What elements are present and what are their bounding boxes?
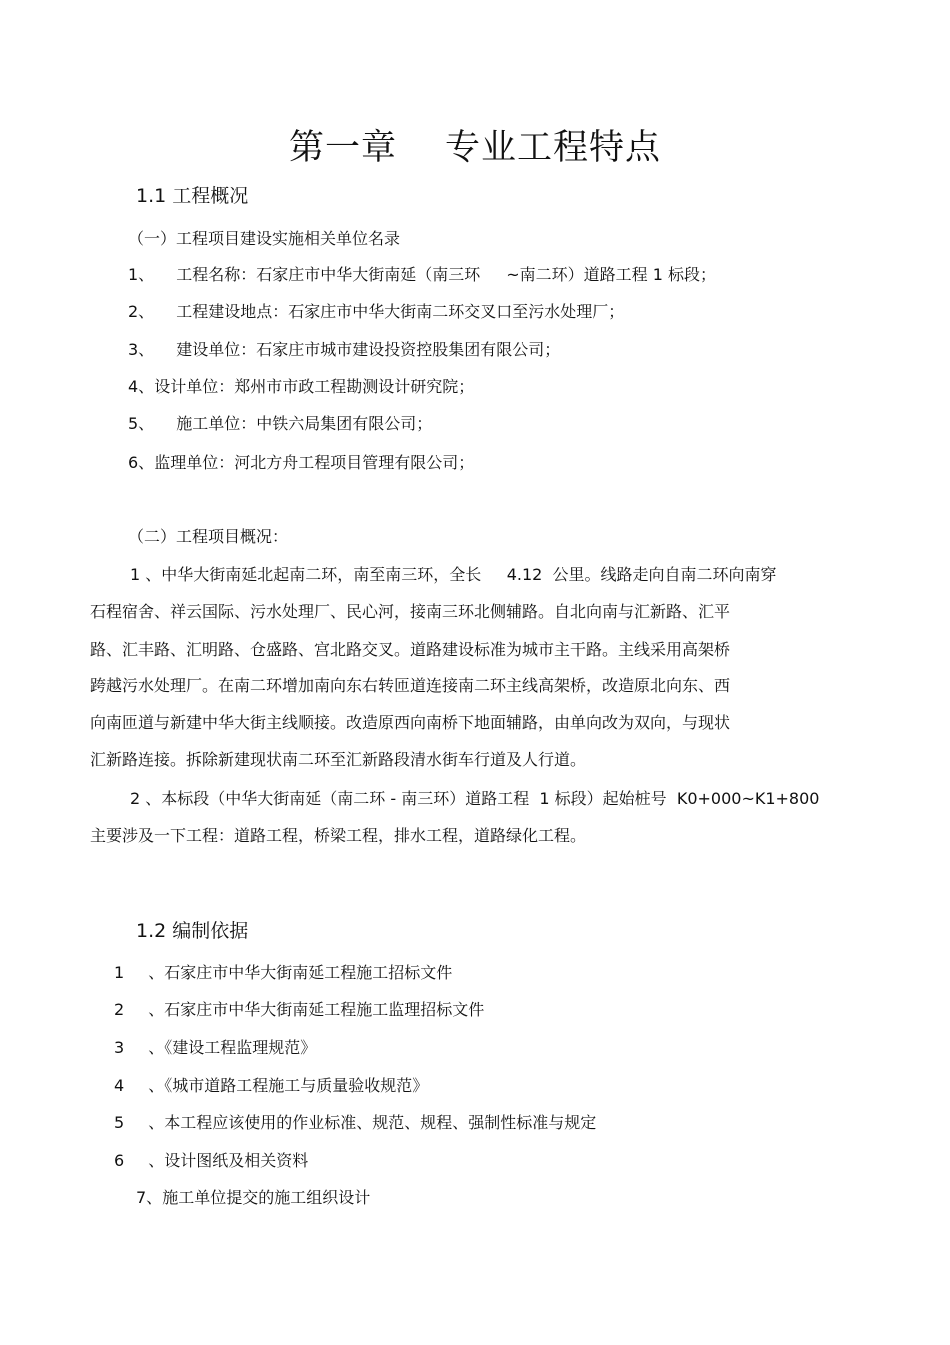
- unit-item: 1、 工程名称：石家庄市中华大街南延（南三环 ~南二环）道路工程 1 标段；: [128, 265, 716, 284]
- overview-line: 1 、中华大街南延北起南二环，南至南三环，全长 4.12 公里。线路走向自南二环向南穿: [130, 565, 777, 584]
- unit-item: 6、监理单位：河北方舟工程项目管理有限公司；: [128, 453, 475, 472]
- unit-item: 2、 工程建设地点：石家庄市中华大街南二环交叉口至污水处理厂；: [128, 302, 625, 321]
- overview-line: 路、汇丰路、汇明路、仓盛路、宫北路交叉。道路建设标准为城市主干路。主线采用高架桥: [90, 640, 731, 659]
- section-heading-1-1: 1.1 工程概况: [136, 185, 249, 207]
- overview-line: 石程宿舍、祥云国际、污水处理厂、民心河，接南三环北侧辅路。自北向南与汇新路、汇平: [90, 602, 731, 621]
- basis-item: 1 、石家庄市中华大街南延工程施工招标文件: [114, 963, 453, 982]
- basis-item: 7、施工单位提交的施工组织设计: [136, 1188, 371, 1207]
- unit-item: 4、设计单位：郑州市市政工程勘测设计研究院；: [128, 377, 475, 396]
- chapter-title: [0, 120, 950, 170]
- basis-item: 4 、《城市道路工程施工与质量验收规范》: [114, 1076, 429, 1095]
- overview-line: 跨越污水处理厂。在南二环增加南向东右转匝道连接南二环主线高架桥，改造原北向东、西: [90, 676, 731, 695]
- unit-item: 5、 施工单位：中铁六局集团有限公司；: [128, 414, 433, 433]
- overview-heading: （二）工程项目概况：: [128, 527, 289, 546]
- overview-line: 2 、本标段（中华大街南延（南二环 - 南三环）道路工程 1 标段）起始桩号 K0+000~K1+800: [130, 789, 820, 808]
- basis-item: 5 、本工程应该使用的作业标准、规范、规程、强制性标准与规定: [114, 1113, 597, 1132]
- overview-line: 主要涉及一下工程：道路工程，桥梁工程，排水工程，道路绿化工程。: [90, 826, 587, 845]
- basis-item: 6 、设计图纸及相关资料: [114, 1151, 309, 1170]
- unit-item: 3、 建设单位：石家庄市城市建设投资控股集团有限公司；: [128, 340, 561, 359]
- basis-item: 3 、《建设工程监理规范》: [114, 1038, 317, 1057]
- overview-line: 向南匝道与新建中华大街主线顺接。改造原西向南桥下地面辅路，由单向改为双向，与现状: [90, 713, 731, 732]
- basis-item: 2 、石家庄市中华大街南延工程施工监理招标文件: [114, 1000, 485, 1019]
- units-heading: （一）工程项目建设实施相关单位名录: [128, 229, 401, 248]
- section-heading-1-2: 1.2 编制依据: [136, 920, 249, 942]
- chapter-number: 第一章: [288, 128, 397, 168]
- overview-line: 汇新路连接。拆除新建现状南二环至汇新路段清水街车行道及人行道。: [90, 750, 587, 769]
- chapter-name: 专业工程特点: [445, 128, 662, 168]
